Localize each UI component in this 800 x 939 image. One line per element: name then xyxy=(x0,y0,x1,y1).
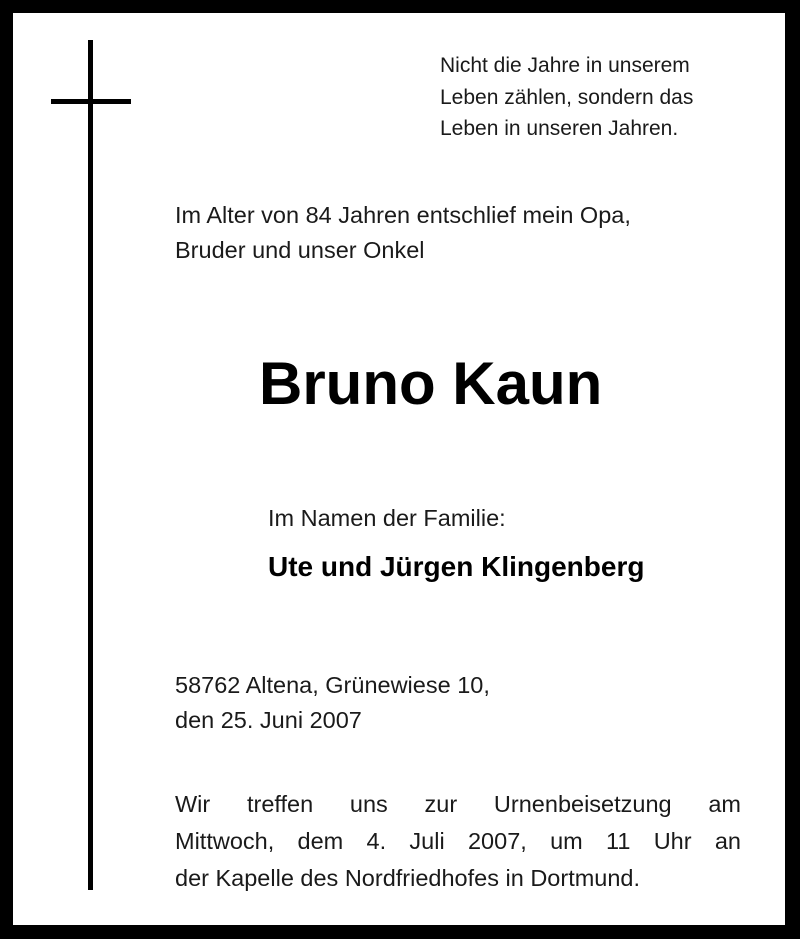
motto-line: Leben zählen, sondern das xyxy=(440,85,694,109)
intro-text xyxy=(175,198,631,268)
deceased-name: Bruno Kaun xyxy=(259,350,603,417)
intro-line: Bruder und unser Onkel xyxy=(175,237,425,263)
motto-quote xyxy=(440,50,693,145)
funeral-notice xyxy=(175,786,741,897)
notice-line: der Kapelle des Nordfriedhofes in Dortmund. xyxy=(175,865,641,891)
cross-icon-bar xyxy=(51,99,131,104)
family-names: Ute und Jürgen Klingenberg xyxy=(268,551,645,582)
notice-line: Wir treffen uns zur Urnenbeisetzung am xyxy=(175,791,741,817)
date-line: den 25. Juni 2007 xyxy=(175,707,362,733)
address-line: 58762 Altena, Grünewiese 10, xyxy=(175,672,490,698)
family-label: Im Namen der Familie: xyxy=(268,505,506,531)
address-block xyxy=(175,668,490,738)
cross-icon xyxy=(88,40,93,890)
obituary-card xyxy=(13,13,785,925)
motto-line: Nicht die Jahre in unserem xyxy=(440,54,690,77)
notice-line: Mittwoch, dem 4. Juli 2007, um 11 Uhr an xyxy=(175,828,741,854)
intro-line: Im Alter von 84 Jahren entschlief mein Opa, xyxy=(175,202,631,228)
motto-line: Leben in unseren Jahren. xyxy=(440,117,679,140)
